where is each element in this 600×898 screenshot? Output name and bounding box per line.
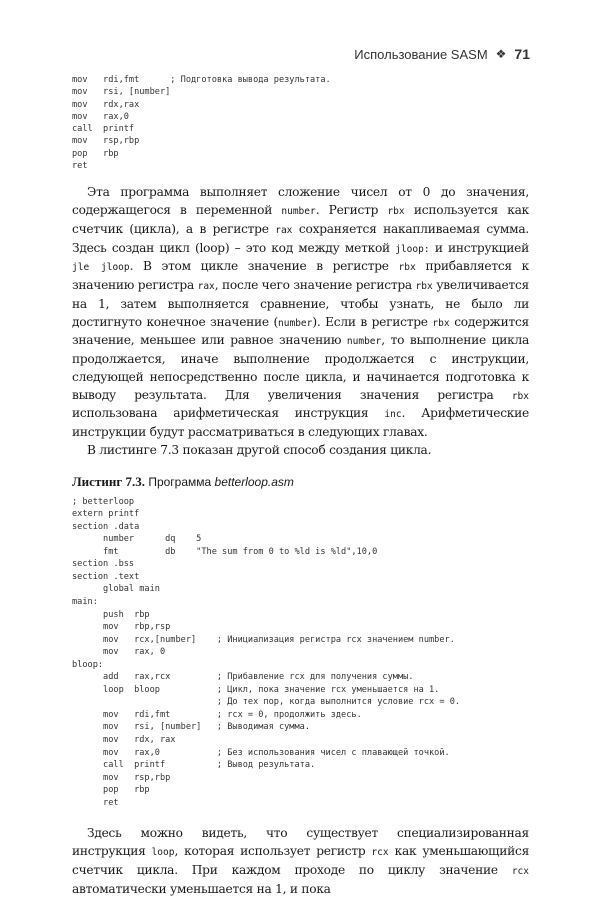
code-line: mov rcx,[number] ; Инициализация регистра rcx значением number. <box>72 634 455 645</box>
code-line: global main <box>72 584 160 595</box>
inline-code: jloop: <box>395 243 430 255</box>
code-line: mov rdi,fmt ; rcx = 0, продолжить здесь. <box>72 709 362 720</box>
text-run: В листинге 7.3 показан другой способ создания цикла. <box>87 442 432 457</box>
code-line: mov rdx, rax <box>72 735 176 746</box>
code-line: add rax,rcx ; Прибавление rcx для получения суммы. <box>72 672 414 683</box>
inline-code: loop <box>151 847 175 859</box>
code-line: ret <box>72 161 88 172</box>
inline-code: rbx <box>398 262 416 274</box>
code-line: section .data <box>72 521 140 532</box>
text-run: используется как счетчик (цикла), а в регистре <box>72 203 530 236</box>
code-line: main: <box>72 597 98 607</box>
paragraph <box>72 184 529 442</box>
inline-code: inc <box>384 409 402 421</box>
text-run: . Арифметические инструкции будут рассматриваться в следующих главах. <box>72 406 529 440</box>
code-line: push rbp <box>72 609 150 620</box>
code-line: extern printf <box>72 509 140 520</box>
text-run: , то выполнение цикла продолжается, иначе выполнение продолжается с инструкции, следующей непосредственно после цикла, и начинается подготовка к выводу результата. Для увеличения значения регистра <box>72 333 529 402</box>
code-listing <box>72 496 529 810</box>
code-line: call printf ; Вывод результата. <box>72 760 316 771</box>
page-body <box>72 74 529 898</box>
text-run: , после чего значение регистра <box>214 278 416 293</box>
inline-code: number <box>278 317 313 329</box>
code-line: ; До тех пор, когда выполнится условие rcx = 0. <box>72 697 461 708</box>
code-line: fmt db "The sum from 0 to %ld is %ld",10,0 <box>72 546 378 557</box>
text-run: автоматически уменьшается на 1, и пока <box>72 881 331 896</box>
code-line: pop rbp <box>72 148 119 159</box>
listing-caption <box>72 474 529 490</box>
text-run: содержится значение, меньшее или равное значению <box>72 314 529 348</box>
body-paragraphs-1 <box>72 184 529 459</box>
running-header <box>354 46 530 62</box>
code-line: mov rsp,rbp <box>72 772 171 783</box>
text-run: и инструкцией <box>429 240 529 255</box>
inline-code: rcx <box>511 865 529 877</box>
code-line: section .text <box>72 571 140 582</box>
paragraph <box>72 825 529 898</box>
code-line: section .bss <box>72 559 135 570</box>
code-line: mov rax,0 ; Без использования чисел с плавающей точкой. <box>72 747 450 758</box>
text-run: прибавляется к значению регистра <box>72 259 529 293</box>
code-line: pop rbp <box>72 785 150 796</box>
text-run: сохраняется накапливаемая сумма. Здесь создан цикл (loop) – это код между меткой <box>72 221 530 255</box>
inline-code: rcx <box>371 847 389 859</box>
header-separator: ❖ <box>495 47 507 61</box>
text-run: увеличивается на 1, затем выполняется сравнение, чтобы узнать, не было ли достигнуто конечное значение ( <box>72 278 529 329</box>
code-line: mov rdx,rax <box>72 99 140 110</box>
code-line: mov rbp,rsp <box>72 622 171 633</box>
text-run: . Регистр <box>315 203 388 218</box>
text-run: . В этом цикле значение в регистре <box>129 259 399 274</box>
listing-filename: betterloop.asm <box>214 474 294 489</box>
inline-code: rbx <box>511 390 529 402</box>
inline-code: jle jloop <box>72 262 130 274</box>
code-line: mov rsp,rbp <box>72 136 140 147</box>
code-line: mov rdi,fmt ; Подготовка вывода результата. <box>72 75 331 85</box>
inline-code: rax <box>275 224 293 236</box>
body-paragraphs-3 <box>72 825 529 898</box>
code-line: mov rax,0 <box>72 111 129 122</box>
text-run: как уменьшающийся счетчик цикла. При каждом проходе по циклу значение <box>72 844 530 877</box>
text-run: , которая использует регистр <box>174 844 372 859</box>
inline-code: rbx <box>387 206 405 218</box>
code-line: call printf <box>72 124 135 135</box>
code-line: mov rsi, [number] <box>72 87 171 98</box>
text-run: использована арифметическая инструкция <box>72 406 385 421</box>
text-run: Здесь можно видеть, что существует специализированная инструкция <box>72 826 529 859</box>
code-line: bloop: <box>72 659 104 670</box>
inline-code: number <box>346 336 382 348</box>
listing-label: Листинг 7.3. <box>72 473 145 489</box>
text-run: ). Если в регистре <box>312 314 433 329</box>
code-line: loop bloop ; Цикл, пока значение rcx уменьшается на 1. <box>72 684 440 695</box>
code-line: mov rax, 0 <box>72 647 166 658</box>
listing-title-prefix: Программа <box>148 474 215 489</box>
code-line: ; betterloop <box>72 496 135 507</box>
text-run: Эта программа выполняет сложение чисел от 0 до значения, содержащегося в переменной <box>72 185 529 218</box>
header-section-title: Использование SASM <box>354 46 488 62</box>
paragraph <box>72 442 529 460</box>
inline-code: number <box>281 206 316 218</box>
code-block-top <box>72 74 529 172</box>
inline-code: rbx <box>432 317 450 329</box>
inline-code: rbx <box>415 281 433 293</box>
inline-code: rax <box>197 281 215 293</box>
code-line: number dq 5 <box>72 534 202 545</box>
code-line: ret <box>72 797 119 808</box>
page-number: 71 <box>514 46 530 62</box>
code-line: mov rsi, [number] ; Выводимая сумма. <box>72 722 310 733</box>
